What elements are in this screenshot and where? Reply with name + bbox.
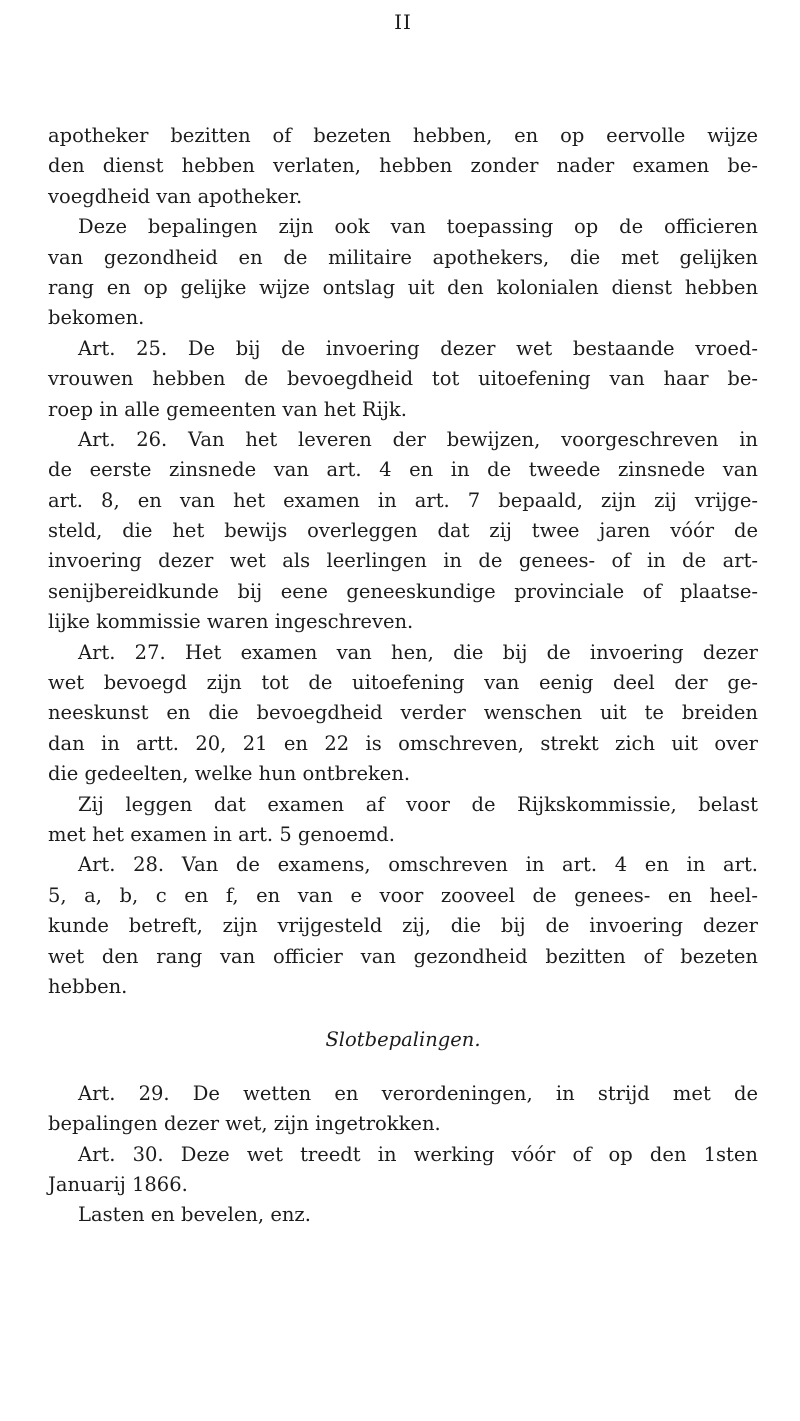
text-line: wet den rang van officier van gezondheid bezitten of bezeten [48,944,758,968]
text-line: steld, die het bewijs overleggen dat zij twee jaren vóór de [48,519,758,543]
text-line: met het examen in art. 5 genoemd. [48,822,395,846]
text-line: Art. 28. Van de examens, omschreven in art. 4 en in art. [78,853,758,877]
text-line: Art. 26. Van het leveren der bewijzen, voorgeschreven in [78,427,758,451]
text-line: art. 8, en van het examen in art. 7 bepaald, zijn zij vrijge- [48,488,758,512]
text-line: rang en op gelijke wijze ontslag uit den kolonialen dienst hebben [48,275,758,299]
text-line: die gedeelten, welke hun ontbreken. [48,762,411,786]
text-line: de eerste zinsnede van art. 4 en in de tweede zinsnede van [48,458,758,482]
text-line: kunde betreft, zijn vrijgesteld zij, die bij de invoering dezer [48,914,758,938]
text-line: Art. 27. Het examen van hen, die bij de invoering dezer [78,640,758,664]
text-line: roep in alle gemeenten van het Rijk. [48,397,407,421]
section-spacer [48,1056,758,1079]
text-line: neeskunst en die bevoegdheid verder wenschen uit te breiden [48,701,758,725]
section-spacer [48,1002,758,1025]
text-line: senijbereidkunde bij eene geneeskundige provinciale of plaatse- [48,579,758,603]
text-line: wet bevoegd zijn tot de uitoefening van eenig deel der ge- [48,671,758,695]
text-line: van gezondheid en de militaire apothekers, die met gelijken [48,245,758,269]
text-line: hebben. [48,974,128,998]
text-line: bekomen. [48,306,145,330]
text-line: lijke kommissie waren ingeschreven. [48,610,414,634]
text-line: Zij leggen dat examen af voor de Rijkskommissie, belast [78,792,758,816]
document-page [48,0,758,1421]
page-number: II [394,10,412,34]
section-heading: Slotbepalingen. [325,1028,481,1052]
text-line: Art. 25. De bij de invoering dezer wet bestaande vroed- [78,336,758,360]
text-line: Januarij 1866. [48,1172,188,1196]
text-line: bepalingen dezer wet, zijn ingetrokken. [48,1112,441,1136]
text-line: Lasten en bevelen, enz. [78,1203,311,1227]
text-line: vrouwen hebben de bevoegdheid tot uitoefening van haar be- [48,367,758,391]
text-line: invoering dezer wet als leerlingen in de genees- of in de art- [48,549,758,573]
text-line: den dienst hebben verlaten, hebben zonder nader examen be- [48,154,758,178]
text-line: Art. 30. Deze wet treedt in werking vóór of op den 1sten [78,1142,758,1166]
text-line: Deze bepalingen zijn ook van toepassing op de officieren [78,215,758,239]
text-line: 5, a, b, c en f, en van e voor zooveel de genees- en heel- [48,883,758,907]
text-line: apotheker bezitten of bezeten hebben, en op eervolle wijze [48,124,758,147]
text-line: dan in artt. 20, 21 en 22 is omschreven, strekt zich uit over [48,731,758,755]
text-line: voegdheid van apotheker. [48,184,303,208]
body-text [48,121,758,1231]
text-line: Art. 29. De wetten en verordeningen, in strijd met de [78,1081,758,1105]
